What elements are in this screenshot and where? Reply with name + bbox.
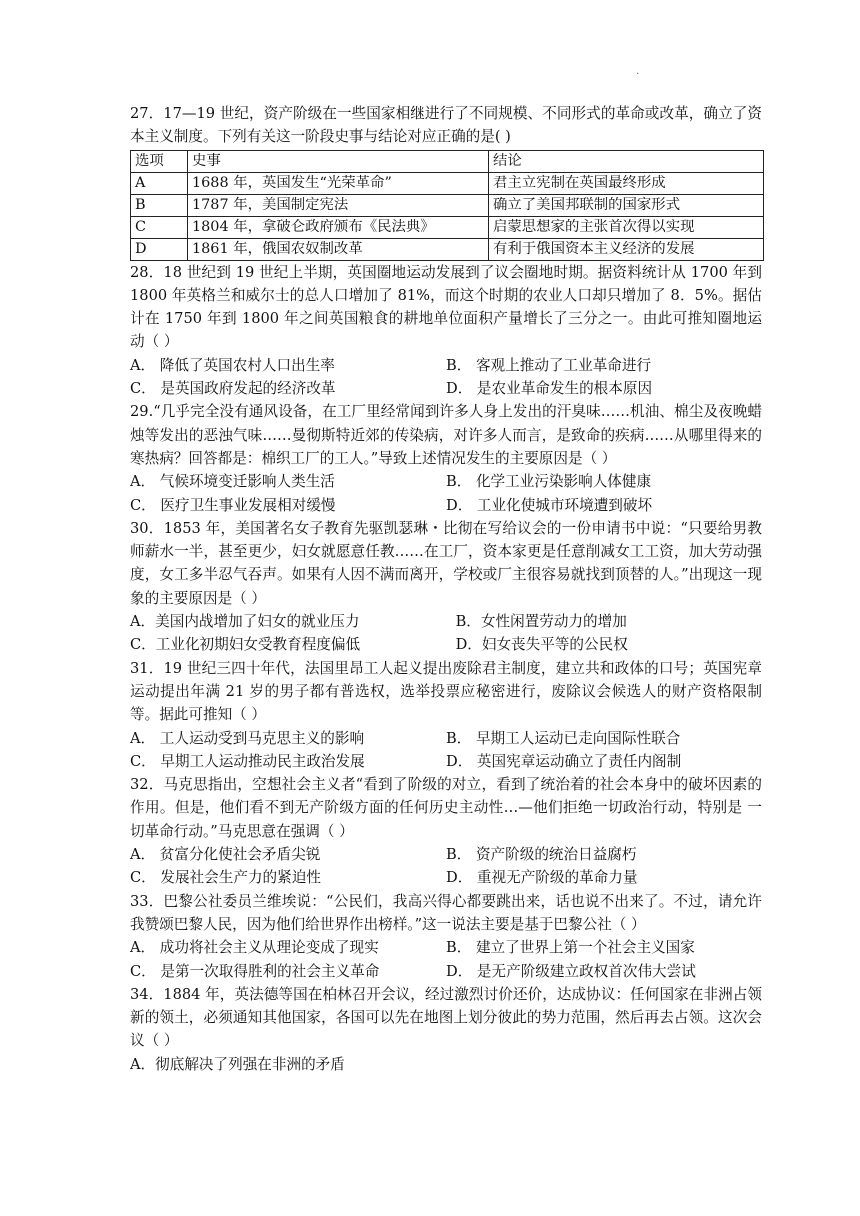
question-33-options-row-1 xyxy=(130,936,762,959)
question-30-options-row-2 xyxy=(130,633,762,656)
table-row xyxy=(131,216,764,238)
question-28-options-row-1 xyxy=(130,354,762,377)
table-cell: D xyxy=(131,238,188,260)
exam-page xyxy=(130,102,762,1076)
question-31-options-row-1 xyxy=(130,727,762,750)
table-cell: 1861 年，俄国农奴制改革 xyxy=(188,238,489,260)
option-a[interactable]: A． 成功将社会主义从理论变成了现实 xyxy=(130,939,379,957)
option-d[interactable]: D． 是无产阶级建立政权首次伟大尝试 xyxy=(446,962,696,980)
table-cell: 1787 年，美国制定宪法 xyxy=(188,194,489,216)
option-a[interactable]: A． 贫富分化使社会矛盾尖锐 xyxy=(130,846,321,864)
question-33-stem: 33．巴黎公社委员兰维埃说：“公民们，我高兴得心都要跳出来，话也说不出来了。不过，请允许我赞颂巴黎人民，因为他们给世界作出榜样。”这一说法主要是基于巴黎公社（ ） xyxy=(130,892,762,933)
table-header-row xyxy=(131,150,764,172)
option-d[interactable]: D． 是农业革命发生的根本原因 xyxy=(446,380,653,398)
option-c[interactable]: C． 是第一次取得胜利的社会主义革命 xyxy=(130,962,380,980)
option-b[interactable]: B．女性闲置劳动力的增加 xyxy=(455,613,627,631)
option-b[interactable]: B． 资产阶级的统治日益腐朽 xyxy=(446,846,637,864)
question-33-options-row-2 xyxy=(130,960,762,983)
option-c[interactable]: C．工业化初期妇女受教育程度偏低 xyxy=(130,636,361,654)
option-d[interactable]: D． 工业化使城市环境遭到破坏 xyxy=(446,496,653,514)
table-cell: 1688 年，英国发生“光荣革命” xyxy=(188,172,489,194)
table-header-cell: 选项 xyxy=(131,150,188,172)
question-32-stem: 32．马克思指出，空想社会主义者“看到了阶级的对立，看到了统治着的社会本身中的破坏因素的作用。但是，他们看不到无产阶级方面的任何历史主动性…—他们拒绝一切政治行动，特别是 一切革命行动。”马克思意在强调（ ） xyxy=(130,776,762,840)
option-b[interactable]: B． 化学工业污染影响人体健康 xyxy=(446,473,652,491)
option-c[interactable]: C． 医疗卫生事业发展相对缓慢 xyxy=(130,496,336,514)
option-a[interactable]: A．彻底解决了列强在非洲的矛盾 xyxy=(130,1055,345,1073)
table-header-cell: 史事 xyxy=(188,150,489,172)
table-cell: B xyxy=(131,194,188,216)
option-b[interactable]: B． 客观上推动了工业革命进行 xyxy=(446,356,652,374)
option-a[interactable]: A．美国内战增加了妇女的就业压力 xyxy=(130,613,360,631)
table-row xyxy=(131,172,764,194)
option-c[interactable]: C． 早期工人运动推动民主政治发展 xyxy=(130,752,365,770)
option-b[interactable]: B． 早期工人运动已走向国际性联合 xyxy=(446,729,681,747)
table-cell: 启蒙思想家的主张首次得以实现 xyxy=(489,216,764,238)
option-d[interactable]: D． 英国宪章运动确立了责任内阁制 xyxy=(446,752,682,770)
table-cell: 确立了美国邦联制的国家形式 xyxy=(489,194,764,216)
question-31-stem: 31．19 世纪三四十年代，法国里昂工人起义提出废除君主制度，建立共和政体的口号；英国宪章运动提出年满 21 岁的男子都有普选权，选举投票应秘密进行，废除议会候选人的财产资格限制等。据此可推知（ ） xyxy=(130,659,762,724)
question-27-stem: 27．17—19 世纪，资产阶级在一些国家相继进行了不同规模、不同形式的革命或改革，确立了资本主义制度。下列有关这一阶段史事与结论对应正确的是( ) xyxy=(130,105,762,146)
option-d[interactable]: D． 重视无产阶级的革命力量 xyxy=(446,869,638,887)
question-29-options-row-2 xyxy=(130,494,762,517)
question-27-table xyxy=(130,150,764,261)
table-cell: 有利于俄国资本主义经济的发展 xyxy=(489,238,764,260)
option-c[interactable]: C． 发展社会生产力的紧迫性 xyxy=(130,869,321,887)
option-a[interactable]: A． 气候环境变迁影响人类生活 xyxy=(130,473,335,491)
question-29-stem: 29.“几乎完全没有通风设备，在工厂里经常闻到许多人身上发出的汗臭味……机油、棉尘及夜晚蜡烛等发出的恶浊气味……曼彻斯特近郊的传染病，对许多人而言，是致命的疾病……从哪里得来的寒热病？回答都是：棉织工厂的工人。”导致上述情况发生的主要原因是（ ） xyxy=(130,403,762,467)
table-row xyxy=(131,238,764,260)
question-30-options-row-1 xyxy=(130,610,762,633)
corner-mark: . xyxy=(636,66,640,77)
table-cell: C xyxy=(131,216,188,238)
question-32-options-row-2 xyxy=(130,866,762,889)
question-34-stem: 34．1884 年，英法德等国在柏林召开会议，经过激烈讨价还价，达成协议：任何国家在非洲占领新的领土，必须通知其他国家，各国可以先在地图上划分彼此的势力范围，然后再去占领。这次会议（ ） xyxy=(130,985,762,1050)
option-a[interactable]: A． 降低了英国农村人口出生率 xyxy=(130,356,335,374)
option-b[interactable]: B． 建立了世界上第一个社会主义国家 xyxy=(446,939,695,957)
table-cell: 1804 年，拿破仑政府颁布《民法典》 xyxy=(188,216,489,238)
question-29-options-row-1 xyxy=(130,470,762,493)
table-header-cell: 结论 xyxy=(489,150,764,172)
option-c[interactable]: C． 是英国政府发起的经济改革 xyxy=(130,380,336,398)
table-cell: A xyxy=(131,172,188,194)
table-row xyxy=(131,194,764,216)
question-28-options-row-2 xyxy=(130,377,762,400)
question-31-options-row-2 xyxy=(130,750,762,773)
option-d[interactable]: D．妇女丧失平等的公民权 xyxy=(455,636,628,654)
option-a[interactable]: A． 工人运动受到马克思主义的影响 xyxy=(130,729,365,747)
question-30-stem: 30．1853 年，美国著名女子教育先驱凯瑟琳・比彻在写给议会的一份申请书中说：“只要给男教师薪水一半，甚至更少，妇女就愿意任教……在工厂，资本家更是任意削减女工工资，加大劳动强度，女工多半忍气吞声。如果有人因不满而离开，学校或厂主很容易就找到顶替的人。”出现这一现象的主要原因是（ ） xyxy=(130,519,762,607)
table-cell: 君主立宪制在英国最终形成 xyxy=(489,172,764,194)
question-32-options-row-1 xyxy=(130,843,762,866)
question-28-stem: 28．18 世纪到 19 世纪上半期，英国圈地运动发展到了议会圈地时期。据资料统计从 1700 年到 1800 年英格兰和威尔士的总人口增加了 81%，而这个时期的农业人口却只增加了 8．5%。据估计在 1750 年到 1800 年之间英国粮食的耕地单位面积产量增长了三分之一。由此可推知圈地运动（ ） xyxy=(130,263,762,351)
